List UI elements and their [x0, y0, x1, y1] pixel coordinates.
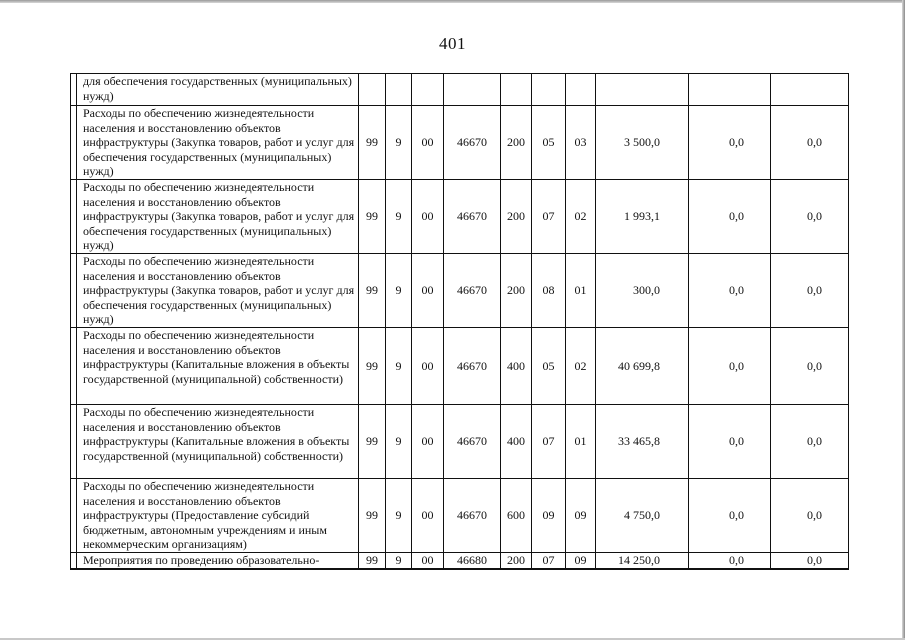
code-cell-4: 46680 — [444, 553, 501, 569]
table-row — [71, 553, 849, 569]
value-cell-2: 0,0 — [689, 328, 771, 405]
code-cell-1 — [359, 74, 386, 106]
code-cell-1: 99 — [359, 553, 386, 569]
description-cell: Мероприятия по проведению образовательно- — [77, 553, 359, 569]
code-cell-5: 200 — [501, 106, 532, 180]
description-cell: Расходы по обеспечению жизнедеятельности населения и восстановлению объектов инфраструктуры (Закупка товаров, работ и услуг для обеспечения государственных (муниципальных) нужд) — [77, 106, 359, 180]
code-cell-6 — [532, 74, 566, 106]
code-cell-5 — [501, 74, 532, 106]
table-row — [71, 74, 849, 106]
amount-cell: 14 250,0 — [596, 553, 689, 569]
description-cell: Расходы по обеспечению жизнедеятельности населения и восстановлению объектов инфраструктуры (Закупка товаров, работ и услуг для обеспечения государственных (муниципальных) нужд) — [77, 180, 359, 254]
code-cell-3: 00 — [412, 328, 444, 405]
value-cell-3: 0,0 — [771, 479, 849, 553]
page-number: 401 — [439, 34, 466, 53]
code-cell-1: 99 — [359, 254, 386, 328]
value-cell-3: 0,0 — [771, 405, 849, 479]
value-cell-2: 0,0 — [689, 180, 771, 254]
value-cell-3: 0,0 — [771, 106, 849, 180]
code-cell-7: 02 — [566, 180, 596, 254]
code-cell-5: 400 — [501, 328, 532, 405]
code-cell-1: 99 — [359, 180, 386, 254]
code-cell-7: 02 — [566, 328, 596, 405]
table-row — [71, 328, 849, 405]
code-cell-4: 46670 — [444, 405, 501, 479]
value-cell-2: 0,0 — [689, 254, 771, 328]
table-row — [71, 405, 849, 479]
code-cell-7: 01 — [566, 254, 596, 328]
amount-cell: 33 465,8 — [596, 405, 689, 479]
code-cell-2 — [386, 74, 412, 106]
value-cell-3: 0,0 — [771, 553, 849, 569]
code-cell-3: 00 — [412, 479, 444, 553]
code-cell-1: 99 — [359, 479, 386, 553]
code-cell-5: 200 — [501, 254, 532, 328]
code-cell-2: 9 — [386, 405, 412, 479]
value-cell-3: 0,0 — [771, 328, 849, 405]
code-cell-6: 07 — [532, 405, 566, 479]
code-cell-4: 46670 — [444, 328, 501, 405]
code-cell-7: 01 — [566, 405, 596, 479]
description-cell: Расходы по обеспечению жизнедеятельности населения и восстановлению объектов инфраструктуры (Капитальные вложения в объекты государственной (муниципальной) собственности) — [77, 328, 359, 405]
value-cell-2 — [689, 74, 771, 106]
value-cell-2: 0,0 — [689, 479, 771, 553]
code-cell-5: 200 — [501, 180, 532, 254]
amount-cell: 4 750,0 — [596, 479, 689, 553]
code-cell-3: 00 — [412, 180, 444, 254]
code-cell-1: 99 — [359, 106, 386, 180]
code-cell-2: 9 — [386, 328, 412, 405]
code-cell-4: 46670 — [444, 254, 501, 328]
value-cell-2: 0,0 — [689, 553, 771, 569]
code-cell-4: 46670 — [444, 479, 501, 553]
amount-cell: 40 699,8 — [596, 328, 689, 405]
code-cell-3: 00 — [412, 405, 444, 479]
scan-edge-top — [0, 0, 905, 3]
amount-cell: 1 993,1 — [596, 180, 689, 254]
code-cell-3: 00 — [412, 106, 444, 180]
code-cell-5: 200 — [501, 553, 532, 569]
code-cell-3: 00 — [412, 254, 444, 328]
budget-table — [70, 73, 849, 570]
table-row — [71, 106, 849, 180]
code-cell-2: 9 — [386, 180, 412, 254]
amount-cell: 3 500,0 — [596, 106, 689, 180]
description-cell: Расходы по обеспечению жизнедеятельности населения и восстановлению объектов инфраструктуры (Закупка товаров, работ и услуг для обеспечения государственных (муниципальных) нужд) — [77, 254, 359, 328]
code-cell-6: 05 — [532, 106, 566, 180]
code-cell-5: 400 — [501, 405, 532, 479]
value-cell-3 — [771, 74, 849, 106]
code-cell-6: 09 — [532, 479, 566, 553]
description-cell: для обеспечения государственных (муниципальных) нужд) — [77, 74, 359, 106]
amount-cell — [596, 74, 689, 106]
code-cell-2: 9 — [386, 106, 412, 180]
description-cell: Расходы по обеспечению жизнедеятельности населения и восстановлению объектов инфраструктуры (Предоставление субсидий бюджетным, автономным учреждениям и иным некоммерческим организациям) — [77, 479, 359, 553]
code-cell-7: 09 — [566, 553, 596, 569]
code-cell-2: 9 — [386, 553, 412, 569]
code-cell-1: 99 — [359, 405, 386, 479]
code-cell-4 — [444, 74, 501, 106]
code-cell-2: 9 — [386, 254, 412, 328]
code-cell-3 — [412, 74, 444, 106]
table-body — [71, 74, 849, 569]
code-cell-4: 46670 — [444, 106, 501, 180]
value-cell-2: 0,0 — [689, 106, 771, 180]
code-cell-4: 46670 — [444, 180, 501, 254]
code-cell-3: 00 — [412, 553, 444, 569]
code-cell-6: 05 — [532, 328, 566, 405]
code-cell-6: 08 — [532, 254, 566, 328]
code-cell-5: 600 — [501, 479, 532, 553]
code-cell-1: 99 — [359, 328, 386, 405]
amount-cell: 300,0 — [596, 254, 689, 328]
code-cell-7: 03 — [566, 106, 596, 180]
value-cell-3: 0,0 — [771, 254, 849, 328]
table-row — [71, 479, 849, 553]
code-cell-7: 09 — [566, 479, 596, 553]
code-cell-2: 9 — [386, 479, 412, 553]
description-cell: Расходы по обеспечению жизнедеятельности населения и восстановлению объектов инфраструктуры (Капитальные вложения в объекты государственной (муниципальной) собственности) — [77, 405, 359, 479]
code-cell-7 — [566, 74, 596, 106]
value-cell-3: 0,0 — [771, 180, 849, 254]
value-cell-2: 0,0 — [689, 405, 771, 479]
table-row — [71, 180, 849, 254]
code-cell-6: 07 — [532, 180, 566, 254]
table-row — [71, 254, 849, 328]
code-cell-6: 07 — [532, 553, 566, 569]
